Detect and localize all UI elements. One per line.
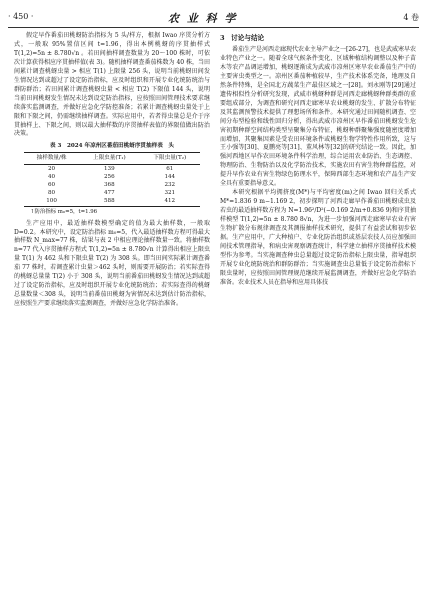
table-cell: 61 — [166, 165, 174, 172]
table-cell: 139 — [104, 165, 115, 172]
header-rule — [8, 27, 419, 28]
table-cell: 588 — [104, 198, 115, 205]
table-title: 表 3 2024 年凉州区番茄田桃蚜序贯抽样表 头 — [49, 143, 175, 150]
table-cell: 368 — [104, 182, 115, 188]
table-row — [24, 164, 200, 173]
page-header — [8, 10, 419, 26]
issue-label: 4 卷 — [403, 13, 419, 22]
page-number: · 450 · — [8, 12, 34, 21]
table-header-row — [24, 153, 200, 164]
table-header-cell: 上限虫量(T₁) — [92, 155, 126, 162]
table-cell: 100 — [46, 198, 57, 205]
table-cell: 80 — [48, 190, 56, 197]
table-cell: 321 — [164, 190, 176, 197]
right-paragraph-1: 番茄生产是河西走廊现代农业主导产业之一[26-27]，也是武威寒早农业特色产业之一。随着全球气候条件变化、区域种植结构调整以及种子苗木等农产品调运增加，桃蚜逐渐成为武威市凉州区寒旱农业番茄生产中的主要害虫类型之一。凉州区番茄种植较早，生产技术体系完备，地理及自然条件特殊，是全国北方蔬菜生产最佳区域之一[28]。刘永刚等[29]通过遗传相似性分析研究发现，武威市桃蚜种群是河西走廊桃蚜种群类群的重要组成部分，为调查和研究河西走廊寒早农业桃蚜的发生、扩散分布特征及其监测预警技术提供了理想场所和条件。本研究通过田间随机调查、空间分布型检验和线性回归分析，得出武威市凉州区早作番茄田桃蚜发生危害初期种群空间结构类型呈聚集分布特征，桃蚜种群聚集强度随密度增加而增加，其聚集因素是受农田环境条件或桃蚜生物学特性作用所致，这与王小强等[30]、夏鹏亮等[31]、董风林等[32]的研究结论一致。因此，加强河西地区早作农田环境条件科学治理，综合运用农业防治、生态调控、物理防治、生物防治以及化学防治技术，实施农田有害生物种群监控，对提升早作农业有害生物绿色防理水平，保障西部生态环境和农产品生产安全具有重要指导意义。 — [220, 46, 416, 188]
table-cell: 256 — [104, 173, 115, 180]
journal-title: 农 业 科 学 — [168, 12, 238, 25]
sequential-sampling-table — [24, 152, 200, 206]
table-unit: 头 — [168, 143, 175, 150]
table-header-cell: 下限虫量(T₂) — [153, 155, 187, 162]
table-row — [24, 189, 200, 197]
right-paragraph-2: 本研究根据平均拥挤度(M*)与平均密度(m)之间 Iwao 回归关系式 M*=1.836 9 m−1.169 2，初步探明了河西走廊早作番茄田桃蚜成虫及若虫的最适抽样数方程为 N=1.96²/D²(−0.169 2/m+0.836 9)和序贯抽样模型 T(1,2)=5n ± 8.780 8√n，为进一步加强河西走廊寒早农业有害生物扩散分布规律调查及其测报抽样技术研究，提供了有益尝试和初步依据。生产应用中，广大种植户、专业化防治组织或基层农技人员应加强田间技术管理指导，和病虫害观察调查统计，科学建立抽样序贯抽样技术模型作为参考。当实施调查种虫总量超过设定防治指标上限虫量，指导组织开展专业化统防统治和群防群治；当实施调查虫总量低于设定防治指标下限虫量时，应按照田间管理规范继续开展监测调查，并做好应急化学防治准备。农业技术人员在指导和应用具体技 — [220, 189, 416, 286]
table-cell: 20 — [48, 165, 56, 172]
left-column — [14, 32, 210, 309]
left-paragraph-1: 假定早作番茄田桃蚜防治指标为 5 头/样方，根据 Iwao 序贯分析方式，一般取 95%置信区间 t=1.96，得出本例桃蚜的序贯抽样式 T(1,2)=5n ± 8.780√n 。若田间抽样调查数量为 20～100 株时，可依次计算获得相应序贯抽样值(表 3)。随机抽样调查番茄株数为 40 株，当田间累计调查桃蚜虫量 > 相应 T(1) 上限量 256 头，说明当前桃蚜田间发生情况达到或超过了设定防治指标，应及时组织和开展专业化统防统治与群防群治；若田间累计调查桃蚜虫量 < 相应 T(2) 下限值 144 头，说明当前田间桃蚜发生情况未达到设定防治指标，应按照田间管理技术要求继续落实监测调查，并做好应急化学防控准备；若累计调查桃蚜虫量处于上限和下限之间，仍需继续抽样调查。实际应用中，若者得虫量总是介于序贯抽样上、下限之间，则以最大抽样数的序贯抽样表值的界限值做出防治决策。 — [14, 32, 210, 138]
table-cell: 60 — [48, 182, 56, 188]
left-paragraph-2: 生产应用中，最适抽样数模型确定的值为最大抽样数，一般取 D=0.2。本研究中，设定防治指标 m₀=5，代入最适抽样数方程可得最大抽样数 N_max=77 株，结果与表 2 中相应理论抽样数量一致。将抽样数 n=77 代入序贯抽样方程式 T(1,2)=5n ± 8.780√n 计算得出相应上限虫量 T(1) 为 462 头和下限虫量 T(2) 为 308 头。即当田间实际累计调查番茄 77 株时，若调查累计虫量＞462 头时，则需要开展防治；若实际查得的桃蚜总量量 T(2) 小于 308 头，说明当前番茄田桃蚜发生情况达到或超过了设定防治指标，应及时组织开展专业化统防统治；若实际查得的桃蚜总量数量＜308 头，说明当前番茄田桃蚜为害情况未达到估计防治指标，应按照生产要求继续落实监测调查，并做好应急化学防治准备。 — [14, 219, 210, 308]
section-heading: 3 讨论与结论 — [220, 34, 265, 42]
table-cell: 40 — [48, 173, 56, 180]
table-cell: 477 — [104, 190, 115, 197]
table-cell: 412 — [164, 198, 176, 205]
table-cell: 144 — [164, 173, 176, 180]
table-row — [24, 197, 200, 206]
table-row — [24, 173, 200, 181]
table-header-cell: 抽样数量/株 — [36, 155, 67, 162]
table-note: ↑防治指标 m₀=5，t=1.96 — [30, 208, 98, 215]
table-row — [24, 181, 200, 189]
right-column — [220, 32, 416, 288]
table-cell: 232 — [164, 182, 176, 188]
